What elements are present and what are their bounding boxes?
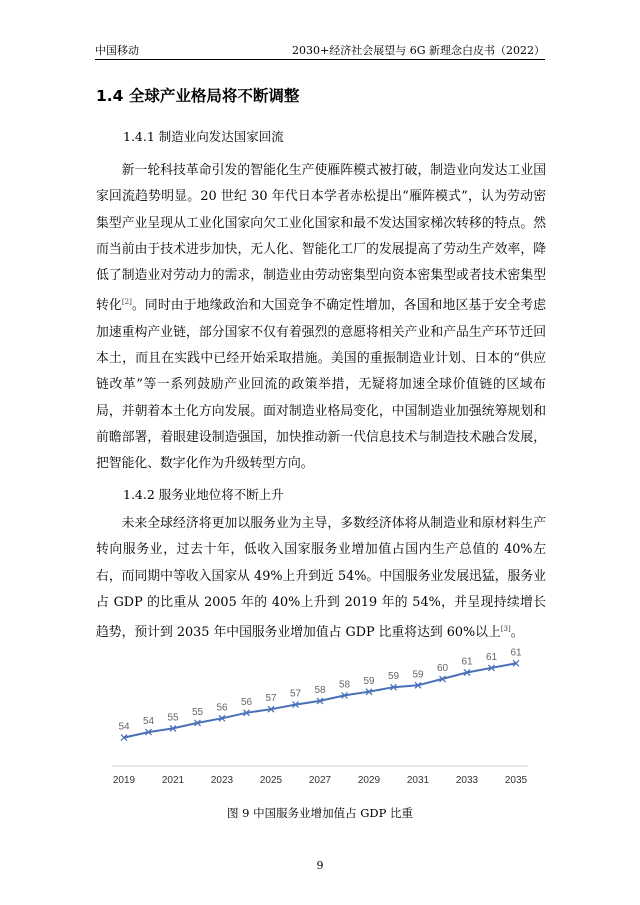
- page-header: [95, 42, 545, 58]
- header-left: 中国移动: [95, 44, 139, 57]
- page-number: 9: [316, 859, 324, 872]
- x-tick-label: 2021: [161, 775, 185, 786]
- gdp-share-chart: [112, 648, 532, 796]
- data-label: 60: [436, 662, 449, 674]
- paragraph-2-text-cont: 。: [510, 625, 524, 641]
- reference-3[interactable]: [3]: [500, 625, 511, 634]
- x-tick-label: 2027: [308, 775, 332, 786]
- x-tick-label: 2033: [455, 775, 479, 786]
- subsection-title-2: 1.4.2 服务业地位将不断上升: [123, 487, 284, 502]
- data-label: 61: [510, 648, 522, 659]
- data-label: 54: [118, 721, 130, 733]
- data-label: 57: [265, 693, 277, 705]
- x-tick-label: 2029: [357, 775, 381, 786]
- x-tick-label: 2031: [406, 775, 430, 786]
- data-label: 59: [363, 675, 375, 687]
- x-tick-label: 2025: [259, 775, 283, 786]
- data-label: 56: [216, 702, 228, 714]
- figure-caption: 图 9 中国服务业增加值占 GDP 比重: [226, 806, 414, 820]
- data-label: 59: [387, 671, 400, 683]
- data-label: 56: [240, 696, 253, 708]
- paragraph-1-text-cont: 。同时由于地缘政治和大国竞争不确定性增加，各国和地区基于安全考虑加速重构产业链，部分国家不仅有着强烈的意愿将相关产业和产品生产环节迁回本土，而且在实践中已经开始采取措施。美国的重振制造业计划、日本的“供应链改革”等一系列鼓励产业回流的政策举措，无疑将加速全球价值链的区域布局，并朝着本土化方向发展。面对制造业格局变化，中国制造业加强统筹规划和前瞻部署，着眼建设制造强国，加快推动新一代信息技术与制造技术融合发展，把智能化、数字化作为升级转型方向。: [96, 298, 547, 472]
- x-tick-label: 2023: [210, 775, 234, 786]
- paragraph-1: [96, 158, 546, 478]
- data-label: 59: [412, 669, 424, 681]
- header-rule: [95, 59, 545, 60]
- header-right: 2030+经济社会展望与 6G 新理念白皮书（2022）: [292, 44, 545, 57]
- data-label: 58: [314, 684, 326, 696]
- data-label: 61: [461, 656, 473, 668]
- reference-2[interactable]: [2]: [121, 298, 132, 307]
- section-title: 1.4 全球产业格局将不断调整: [96, 87, 300, 105]
- paragraph-2: [96, 511, 546, 646]
- data-label: 61: [485, 651, 498, 663]
- data-label: 55: [167, 712, 179, 724]
- data-label: 54: [142, 716, 155, 728]
- x-tick-label: 2019: [112, 775, 136, 786]
- data-label: 55: [191, 706, 204, 718]
- subsection-title-1: 1.4.1 制造业向发达国家回流: [123, 129, 284, 144]
- paragraph-2-text: 未来全球经济将更加以服务业为主导，多数经济体将从制造业和原材料生产转向服务业，过去十年，低收入国家服务业增加值占国内生产总值的 40%左右，而同期中等收入国家从 49%上升到近 54%。中国服务业发展迅猛，服务业占 GDP 的比重从 2005 年的 40%上升到 2019 年的 54%，并呈现持续增长趋势，预计到 2035 年中国服务业增加值占 GDP 比重将达到 60%以上: [96, 516, 546, 641]
- paragraph-1-text: 新一轮科技革命引发的智能化生产使雁阵模式被打破，制造业向发达工业国家回流趋势明显。20 世纪 30 年代日本学者赤松提出“雁阵模式”，认为劳动密集型产业呈现从工业化国家向欠工业化国家和最不发达国家梯次转移的特点。然而当前由于技术进步加快，无人化、智能化工厂的发展提高了劳动生产效率，降低了制造业对劳动力的需求，制造业由劳动密集型向资本密集型或者技术密集型转化: [96, 163, 546, 314]
- data-label: 57: [289, 688, 302, 700]
- x-tick-label: 2035: [504, 775, 528, 786]
- data-label: 58: [338, 679, 351, 691]
